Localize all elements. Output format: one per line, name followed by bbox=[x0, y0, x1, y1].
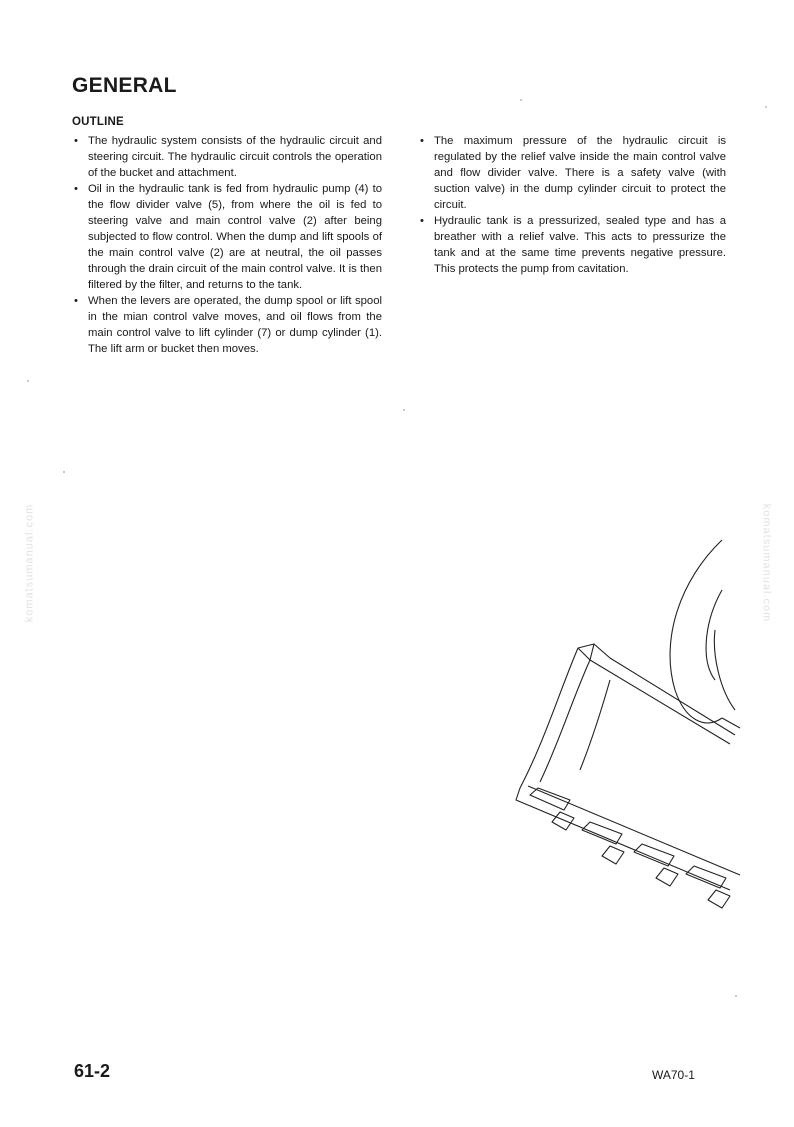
page-number: 61-2 bbox=[74, 1061, 111, 1081]
right-column bbox=[418, 133, 726, 277]
cutting-edge-top bbox=[528, 786, 740, 875]
scan-speck bbox=[735, 995, 737, 997]
outline-list-right bbox=[418, 133, 726, 277]
watermark-right: komatsumanual.com bbox=[760, 503, 773, 623]
scan-speck bbox=[63, 471, 65, 473]
model-code: WA70-1 bbox=[652, 1068, 695, 1082]
bucket-illustration bbox=[490, 530, 760, 930]
bucket-top-edge-inner bbox=[590, 660, 730, 744]
outline-list-left bbox=[72, 133, 382, 357]
bucket-curve-shade bbox=[580, 680, 610, 770]
bucket-back bbox=[520, 648, 578, 788]
bucket-top-edge bbox=[578, 644, 735, 735]
list-item: • Oil in the hydraulic tank is fed from hydraulic pump (4) to the flow divider valve (5), from where the oil is fed to steering valve and main control valve (2) after being subjected to flow control. When the dump and lift spools of the main control valve (2) are at neutral, the oil passes through the drain circuit of the main control valve. It is then filtered by the filter, and returns to the tank. bbox=[72, 181, 382, 293]
list-item: • Hydraulic tank is a pressurized, sealed type and has a breather with a relief valve. This acts to pressurize the tank and at the same time prevents negative pressure. This protects the pump from cavitation. bbox=[418, 213, 726, 277]
list-item: • The hydraulic system consists of the hydraulic circuit and steering circuit. The hydraulic circuit controls the operation of the bucket and attachment. bbox=[72, 133, 382, 181]
section-heading-outline: OUTLINE bbox=[72, 116, 124, 128]
list-item: • When the levers are operated, the dump spool or lift spool in the mian control valve moves, and oil flows from the main control valve to lift cylinder (7) or dump cylinder (1). The lift arm or bucket then moves. bbox=[72, 293, 382, 357]
watermark-left: komatsumanual.com bbox=[23, 503, 36, 623]
arm-edge-line bbox=[714, 630, 735, 710]
page-title: GENERAL bbox=[72, 74, 177, 97]
scan-speck bbox=[520, 99, 522, 101]
left-column bbox=[72, 133, 382, 357]
list-item: • The maximum pressure of the hydraulic circuit is regulated by the relief valve inside the main control valve and flow divider valve. There is a safety valve (with suction valve) in the dump cylinder circuit to protect the circuit. bbox=[418, 133, 726, 213]
scan-speck bbox=[27, 380, 29, 382]
scan-speck bbox=[765, 106, 767, 108]
arm-outline bbox=[670, 540, 722, 723]
scan-speck bbox=[403, 409, 405, 411]
arm-lower-line bbox=[722, 718, 740, 728]
